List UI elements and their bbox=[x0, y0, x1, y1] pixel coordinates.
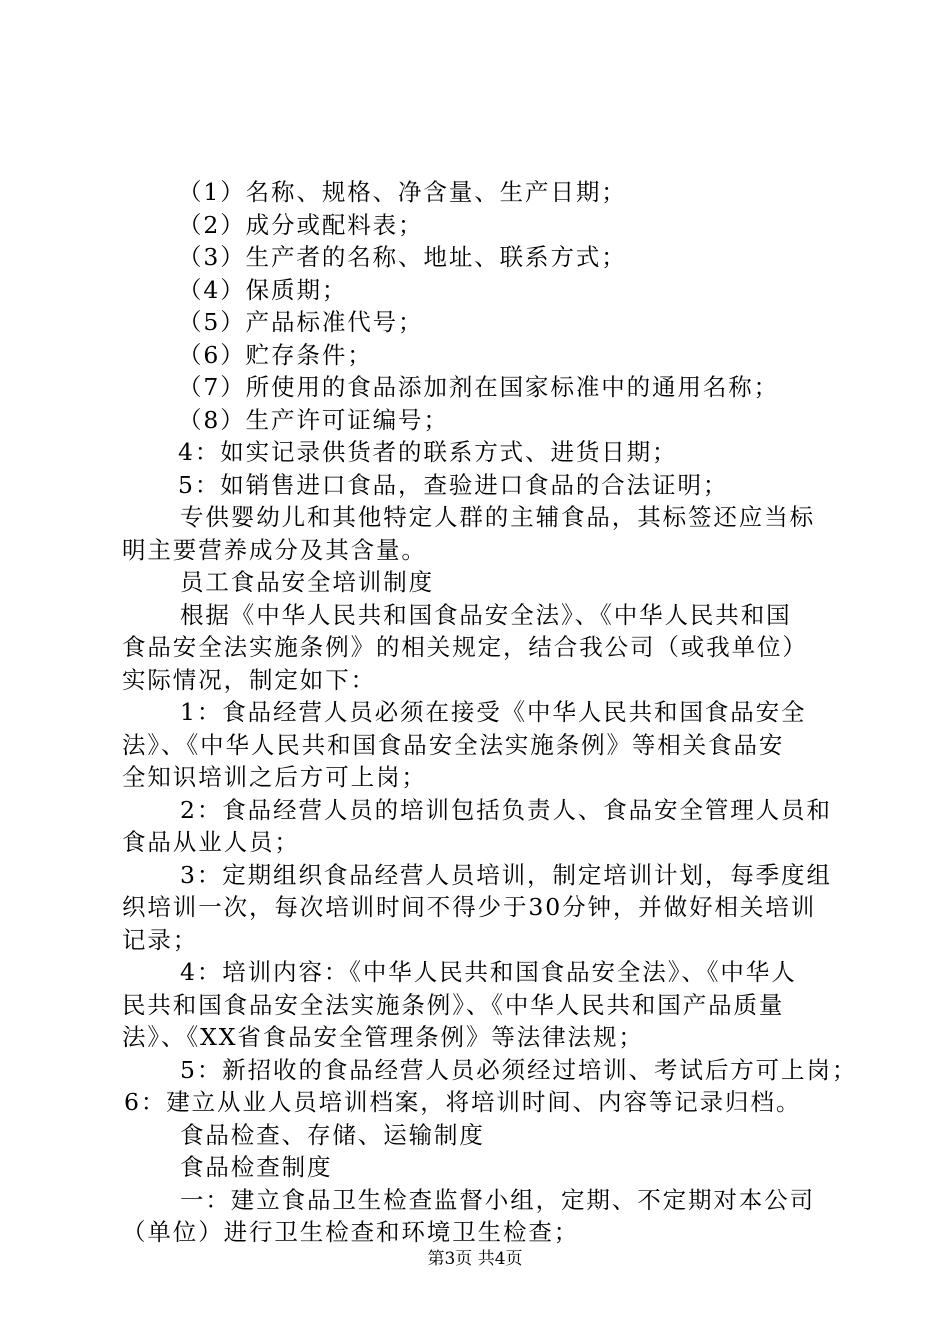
list-item-3: （3）生产者的名称、地址、联系方式； bbox=[178, 243, 627, 271]
paragraph-line: 一：建立食品卫生检查监督小组，定期、不定期对本公司 bbox=[180, 1185, 815, 1214]
paragraph-line: 全知识培训之后方可上岗； bbox=[122, 763, 427, 791]
list-item-5: （5）产品标准代号； bbox=[178, 308, 424, 336]
list-item-8: （8）生产许可证编号； bbox=[178, 405, 449, 434]
paragraph-line: 5：新招收的食品经营人员必须经过培训、考试后方可上岗； bbox=[180, 1055, 858, 1084]
section-heading: 员工食品安全培训制度 bbox=[180, 568, 434, 596]
paragraph-line: 1：食品经营人员必须在接受《中华人民共和国食品安全 bbox=[180, 698, 807, 726]
paragraph-line: 6：建立从业人员培训档案，将培训时间、内容等记录归档。 bbox=[124, 1088, 802, 1116]
paragraph-line: 专供婴幼儿和其他特定人群的主辅食品，其标签还应当标 bbox=[180, 503, 815, 531]
paragraph-line: 食品安全法实施条例》的相关规定，结合我公司（或我单位） bbox=[122, 633, 808, 661]
paragraph-line: （单位）进行卫生检查和环境卫生检查； bbox=[122, 1218, 580, 1246]
list-item-4: （4）保质期； bbox=[178, 275, 348, 304]
list-item-6: （6）贮存条件； bbox=[178, 340, 373, 369]
paragraph-line: 4：培训内容：《中华人民共和国食品安全法》、《中华人 bbox=[180, 958, 797, 986]
paragraph-line: 食品从业人员； bbox=[122, 828, 300, 856]
section-heading: 食品检查制度 bbox=[180, 1153, 333, 1181]
page-footer: 第3页 共4页 bbox=[427, 1249, 523, 1269]
paragraph-line: 法》、《XX省食品安全管理条例》等法律法规； bbox=[122, 1023, 644, 1051]
paragraph-line: 明主要营养成分及其含量。 bbox=[122, 535, 427, 564]
paragraph-line: 实际情况，制定如下： bbox=[122, 665, 376, 694]
document-body bbox=[122, 176, 858, 1249]
paragraph-line: 3：定期组织食品经营人员培训，制定培训计划，每季度组 bbox=[180, 860, 832, 889]
paragraph-line: 民共和国食品安全法实施条例》、《中华人民共和国产品质量 bbox=[122, 990, 785, 1019]
list-item-1: （1）名称、规格、净含量、生产日期； bbox=[178, 178, 627, 206]
section-heading: 食品检查、存储、运输制度 bbox=[180, 1120, 485, 1149]
paragraph-line: 2：食品经营人员的培训包括负责人、食品安全管理人员和 bbox=[180, 795, 832, 824]
paragraph-line: 法》、《中华人民共和国食品安全法实施条例》等相关食品安 bbox=[122, 730, 785, 759]
numbered-item-5: 5：如销售进口食品，查验进口食品的合法证明； bbox=[178, 470, 729, 499]
paragraph-line: 根据《中华人民共和国食品安全法》、《中华人民共和国 bbox=[180, 600, 792, 629]
list-item-2: （2）成分或配料表； bbox=[178, 210, 424, 239]
paragraph-line: 织培训一次，每次培训时间不得少于30分钟，并做好相关培训 bbox=[122, 893, 817, 921]
numbered-item-4: 4：如实记录供货者的联系方式、进货日期； bbox=[178, 438, 678, 466]
paragraph-line: 记录； bbox=[122, 925, 199, 954]
list-item-7: （7）所使用的食品添加剂在国家标准中的通用名称； bbox=[178, 373, 780, 401]
